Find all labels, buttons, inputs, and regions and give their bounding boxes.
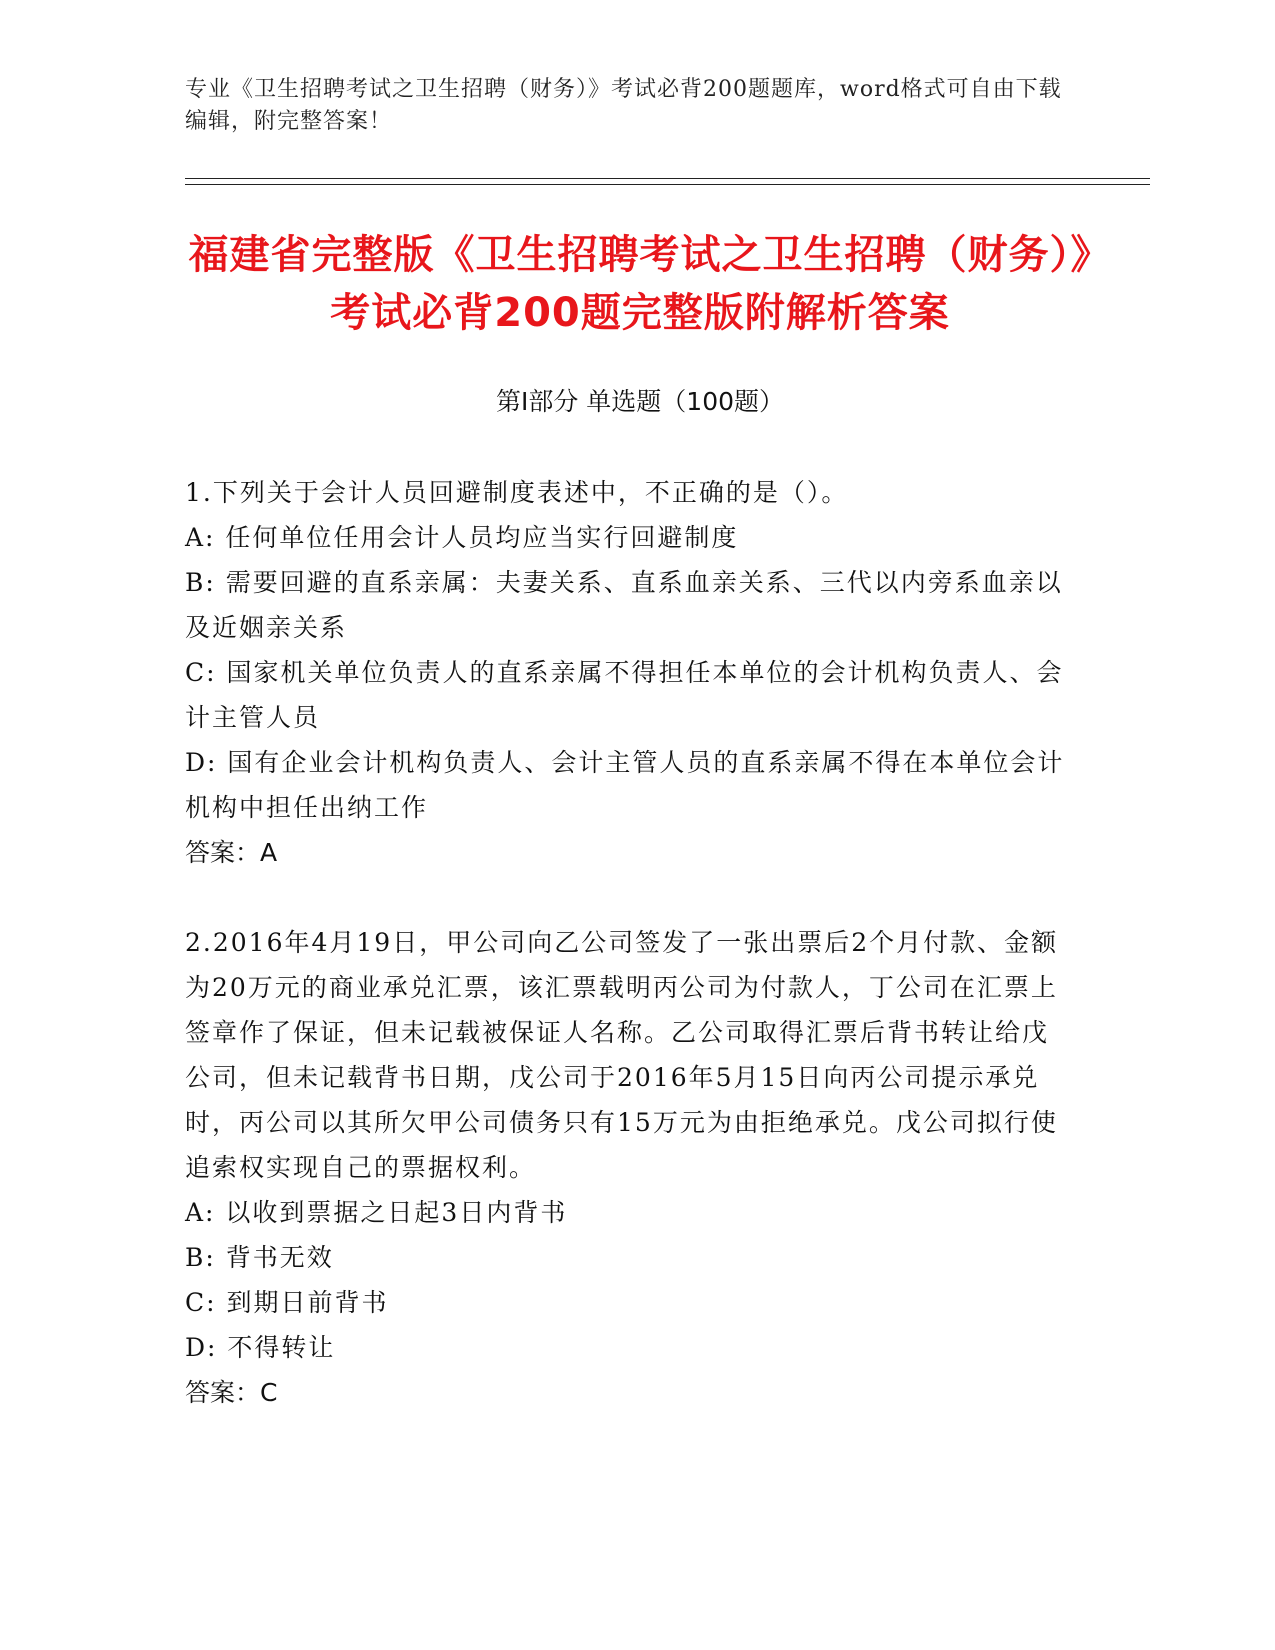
option-b: B: 需要回避的直系亲属：夫妻关系、直系血亲关系、三代以内旁系血亲以及近姻亲关系 [185, 568, 1063, 642]
answer: 答案：A [185, 838, 278, 867]
question-2 [185, 920, 1065, 1415]
question-stem: 1.下列关于会计人员回避制度表述中，不正确的是（）。 [185, 478, 849, 507]
question-stem: 2.2016年4月19日，甲公司向乙公司签发了一张出票后2个月付款、金额为20万元的商业承兑汇票，该汇票载明丙公司为付款人，丁公司在汇票上签章作了保证，但未记载被保证人名称。乙公司取得汇票后背书转让给戊公司，但未记载背书日期，戊公司于2016年5月15日向丙公司提示承兑时，丙公司以其所欠甲公司债务只有15万元为由拒绝承兑。戊公司拟行使追索权实现自己的票据权利。 [185, 928, 1059, 1182]
option-c: C: 国家机关单位负责人的直系亲属不得担任本单位的会计机构负责人、会计主管人员 [185, 658, 1064, 732]
option-c: C: 到期日前背书 [185, 1288, 389, 1317]
option-d: D: 国有企业会计机构负责人、会计主管人员的直系亲属不得在本单位会计机构中担任出纳工作 [185, 748, 1065, 822]
header-note: 专业《卫生招聘考试之卫生招聘（财务）》考试必背200题题库，word格式可自由下载编辑，附完整答案！ [185, 77, 1062, 134]
option-a: A: 任何单位任用会计人员均应当实行回避制度 [185, 523, 739, 552]
option-a: A: 以收到票据之日起3日内背书 [185, 1198, 568, 1227]
header-rule-top [185, 178, 1150, 179]
answer: 答案：C [185, 1378, 278, 1407]
document-title: 福建省完整版《卫生招聘考试之卫生招聘（财务）》考试必背200题完整版附解析答案 [188, 232, 1092, 336]
option-b: B: 背书无效 [185, 1243, 334, 1272]
option-d: D: 不得转让 [185, 1333, 336, 1362]
header-rule-bottom [185, 184, 1150, 185]
question-1 [185, 470, 1065, 875]
section-title: 第Ⅰ部分 单选题（100题） [495, 387, 785, 416]
